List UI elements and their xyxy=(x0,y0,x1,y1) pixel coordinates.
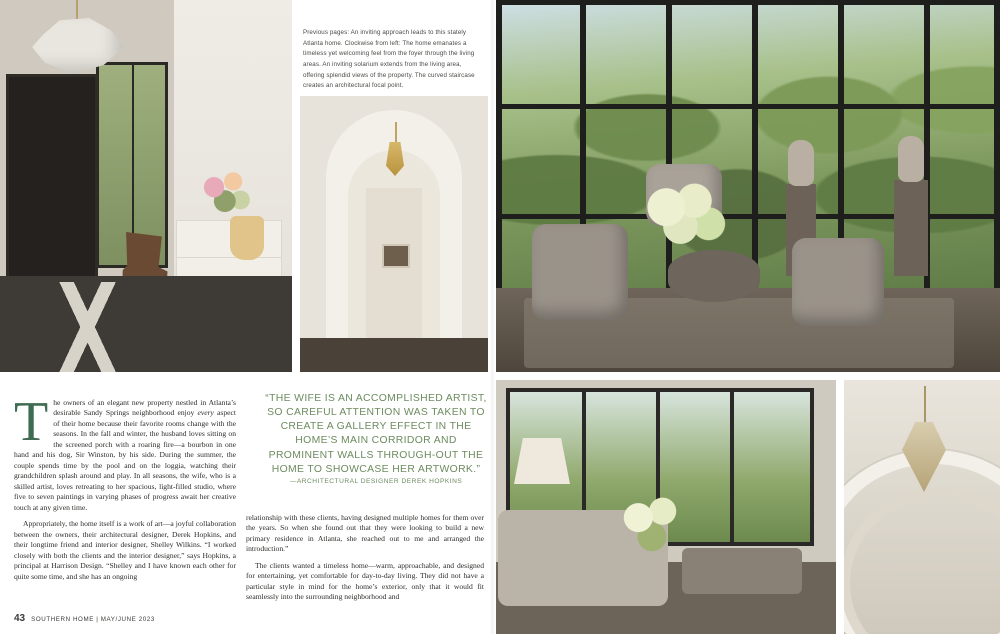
foyer-photo xyxy=(0,0,292,372)
solarium-swivel-chair xyxy=(792,238,884,326)
hallway-photo xyxy=(300,96,488,372)
chandelier-body xyxy=(902,422,946,492)
article-text: aspect of their home because their favorite rooms change with the seasons. In the fall and winter, the husband loves sitting on the screened porch with a roaring fire—a bourbon in one hand and his dog, Sir Winston, by his side. During the summer, the couple spends time by the pool and on the loggia, watching their grandchildren splash around and play. In all seasons, the wife, who is a skilled artist, loves retreating to her spacious, light-filled studio, where five to seven paintings in varying phases of progress await her creative touch at any given time. xyxy=(14,408,236,512)
window-mullion xyxy=(994,0,1000,302)
solarium-photo xyxy=(496,0,1000,372)
hallway-artwork xyxy=(382,244,410,268)
pull-quote-attribution: —ARCHITECTURAL DESIGNER DEREK HOPKINS xyxy=(289,478,463,485)
window-mullion xyxy=(730,392,734,542)
lantern-body xyxy=(386,142,404,176)
drop-cap: T xyxy=(14,391,49,453)
window-transom xyxy=(496,104,1000,109)
living-room-table-lamp xyxy=(514,438,570,484)
solarium-pedestal xyxy=(894,180,928,276)
foyer-stone-floor xyxy=(0,276,292,372)
foyer-chandelier xyxy=(24,0,128,86)
pull-quote: “THE WIFE IS AN ACCOMPLISHED ARTIST, SO CAREFUL ATTENTION WAS TAKEN TO CREATE A GALLERY EFFECT IN THE HOME’S MAIN CORRIDOR AND PROMINENT WALLS THROUGH-OUT THE HOME TO SHOWCASE HER ARTWORK.” xyxy=(265,393,487,475)
solarium-urn xyxy=(898,136,924,182)
living-room-flower-arrangement xyxy=(614,492,690,556)
window-mullion xyxy=(496,0,502,302)
living-room-photo xyxy=(496,380,836,634)
foyer-front-door xyxy=(6,74,98,286)
hallway-lantern xyxy=(386,122,404,178)
staircase-photo xyxy=(844,380,1000,634)
article-emphasis: every xyxy=(197,408,214,418)
publication-line: SOUTHERN HOME | MAY/JUNE 2023 xyxy=(31,616,155,623)
solarium-urn xyxy=(788,140,814,186)
chandelier-shade xyxy=(32,18,124,74)
hallway-floor xyxy=(300,338,488,372)
staircase-chandelier xyxy=(896,386,952,506)
article-column-left xyxy=(14,391,236,588)
article-paragraph: The clients wanted a timeless home—warm, approachable, and designed for entertaining, yet comfortable for day-to-day living. They did not have a particular style in mind for the home’s exterior, only that it would fit seamlessly into the surrounding neighborhood and xyxy=(246,560,484,602)
chandelier-cord xyxy=(76,0,78,22)
page-gutter xyxy=(491,0,496,634)
living-room-coffee-table xyxy=(682,548,802,594)
photo-caption: Previous pages: An inviting approach leads to this stately Atlanta home. Clockwise from left: The home emanates a timeless yet welcoming feel from the foyer through the living areas. An inviting solarium extends from the living area, offering splendid views of the property. The curved staircase creates an architectural focal point. xyxy=(303,29,475,90)
window-mullion xyxy=(666,0,672,302)
foyer-flower-arrangement xyxy=(196,164,256,222)
article-paragraph xyxy=(14,391,236,513)
page-number: 43 xyxy=(14,613,26,624)
foyer-vase xyxy=(230,216,264,260)
window-mullion xyxy=(752,0,758,302)
article-paragraph: Appropriately, the home itself is a work of art—a joyful collaboration between the owners, their architectural designer, Derek Hopkins, and their longtime friend and interior designer, Shelley Wilkins. “I worked closely with both the clients and the interior designer,” says Hopkins, a principal at Harrison Design. “Shelley and I have known each other for quite some time, and she has an ongoing xyxy=(14,519,236,581)
page-footer xyxy=(14,613,155,624)
solarium-ottoman xyxy=(668,250,760,302)
solarium-hydrangea-arrangement xyxy=(640,182,728,254)
article-column-right xyxy=(246,513,484,609)
article-paragraph: relationship with these clients, having designed multiple homes for them over the years. So when she found out that they were looking to build a new primary residence in Atlanta, she reached out to me and arranged the introduction.” xyxy=(246,513,484,554)
solarium-swivel-chair xyxy=(532,224,628,320)
window-transom xyxy=(496,0,1000,5)
lantern-chain xyxy=(395,122,397,144)
article-text: he owners of an elegant new property nestled in Atlanta’s desirable Sandy Springs neighborhood enjoy xyxy=(53,398,236,418)
chandelier-rod xyxy=(924,386,926,426)
